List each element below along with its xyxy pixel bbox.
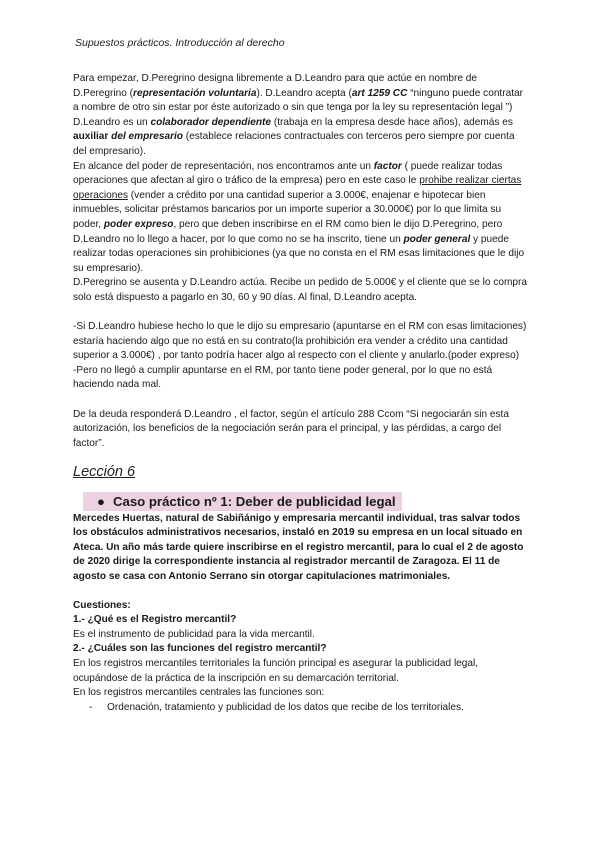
text: (vender a crédito por una cantidad superior a 3.000€, enajenar e hipotecar bien inmuebles, solicitar préstamos bancarios por un importe superior a 30.000€) por lo que limita su poder, <box>73 189 502 230</box>
question-2: 2.- ¿Cuáles son las funciones del registro mercantil? <box>73 643 327 655</box>
paragraph-order: D.Peregrino se ausenta y D.Leandro actúa. Recibe un pedido de 5.000€ y el cliente que se lo compra solo está dispuesto a pagarlo en 30, 60 y 90 días. Al final, D.Leandro acepta. <box>73 277 527 303</box>
emphasis-text: factor <box>373 160 402 172</box>
text: En alcance del poder de representación, nos encontramos ante un <box>73 160 374 172</box>
list-item <box>73 701 528 716</box>
answer-2-central: En los registros mercantiles centrales las funciones son: <box>73 687 325 699</box>
paragraph-collaborator <box>73 116 528 160</box>
document-body <box>73 72 528 715</box>
emphasis-text: colaborador dependiente <box>150 116 272 128</box>
text: y puede realizar todas operaciones sin prohibiciones (ya que no consta en el RM esas limitaciones que le dijo su empresario). <box>73 233 525 274</box>
text: ). D.Leandro acepta ( <box>256 87 352 99</box>
text: Para empezar, D.Peregrino designa libremente a D.Leandro para que actúe en nombre de D.Peregrino ( <box>73 73 478 99</box>
underlined-text: prohibe realizar ciertas operaciones <box>73 175 522 201</box>
case-title <box>83 492 402 511</box>
paragraph-factor <box>73 160 528 277</box>
text: “ninguno puede contratar a nombre de otro sin estar por éste autorizado o sin que tenga por la ley su representación legal ”) <box>73 87 523 114</box>
text: ( puede realizar todas operaciones que afectan al giro o tráfico de la empresa) pero en este caso le <box>73 160 503 187</box>
answer-1: Es el instrumento de publicidad para la vida mercantil. <box>73 628 315 640</box>
emphasis-text: art 1259 CC <box>351 87 408 99</box>
list-dash: - <box>89 701 93 713</box>
text: , pero que deben inscribirse en el RM como bien le dijo D.Peregrino, pero D.Leandro no lo llego a hacer, por lo que como no se ha inscrito, tiene un <box>73 218 503 245</box>
paragraph-conclusion: -Pero no llegó a cumplir apuntarse en el RM, por tanto tiene poder general, por lo que no está haciendo nada mal. <box>73 364 493 391</box>
question-1: 1.- ¿Qué es el Registro mercantil? <box>73 614 237 626</box>
page-header: Supuestos prácticos. Introducción al derecho <box>75 37 285 49</box>
case-description: Mercedes Huertas, natural de Sabiñánigo y empresaria mercantil individual, tras salvar todos los obstáculos administrativos necesarios, instaló en 2019 su empresa en un local situado en Ateca. Un año más tarde quiere inscribirse en el registro mercantil, para lo cual el 2 de agosto de 2020 dirige la correspondiente instancia al registrador mercantil de Zaragoza. El 11 de agosto se casa con Antonio Serrano sin otorgar capitulaciones matrimoniales. <box>73 512 524 582</box>
bullet-icon: ● <box>97 494 105 510</box>
text: D.Leandro es un <box>73 116 151 128</box>
list-item-text: Ordenación, tratamiento y publicidad de los datos que recibe de los territoriales. <box>107 701 464 713</box>
emphasis-text: poder expreso <box>103 218 174 230</box>
lesson-heading: Lección 6 <box>73 464 136 481</box>
answer-2-territorial: En los registros mercantiles territoriales la función principal es asegurar la publicidad legal, ocupándose de la práctica de la inscripción en su demarcación territorial. <box>73 657 479 684</box>
bold-text: auxiliar <box>73 131 109 143</box>
text: (trabaja en la empresa desde hace años), además es <box>271 116 513 128</box>
paragraph-debt: De la deuda responderá D.Leandro , el factor, según el artículo 288 Ccom “Si negociarán sin esta autorización, los beneficios de la negociación serán para el principal, y las pérdidas, a cargo del factor”. <box>73 408 509 449</box>
questions-heading: Cuestiones: <box>73 599 131 611</box>
paragraph-representation <box>73 72 528 116</box>
emphasis-text: del empresario <box>108 131 183 143</box>
text: (establece relaciones contractuales con terceros pero siempre por cuenta del empresario). <box>73 131 515 157</box>
emphasis-text: representación voluntaria <box>133 87 257 99</box>
emphasis-text: poder general <box>403 233 471 245</box>
paragraph-hypothesis: -Si D.Leandro hubiese hecho lo que le dijo su empresario (apuntarse en el RM con esas limitaciones) estaría haciendo algo que no está en su contrato(la prohibición era vender a crédito una cantidad superior a 3.000€) , por tanto podría hacer algo al respecto con el cliente y anularlo.(poder expreso) <box>73 321 527 362</box>
case-title-text: Caso práctico nº 1: Deber de publicidad legal <box>112 494 396 510</box>
